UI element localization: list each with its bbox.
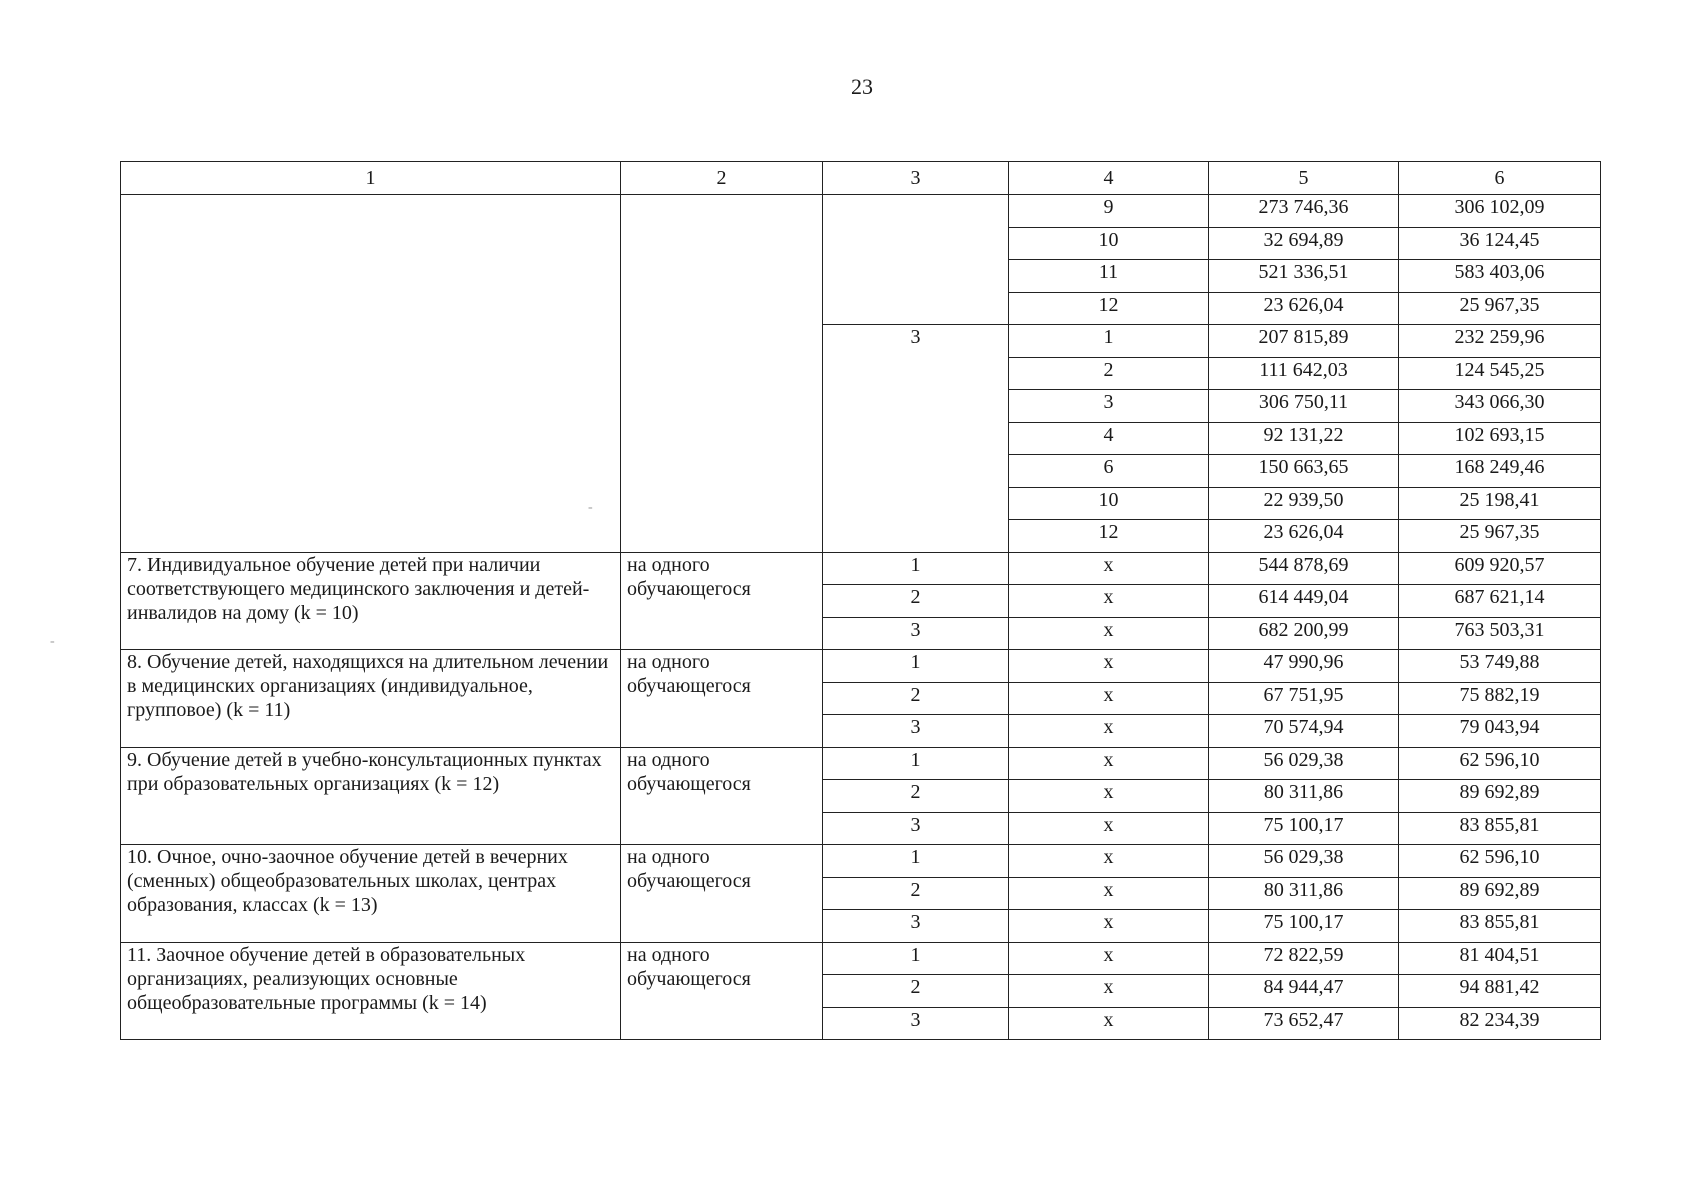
- table-row: [121, 195, 1601, 228]
- cell-col6: 232 259,96: [1399, 325, 1601, 358]
- continued-description-cell: [121, 195, 621, 553]
- cell-col6: 79 043,94: [1399, 715, 1601, 748]
- cell-col3: 2: [823, 877, 1009, 910]
- cell-col4: x: [1009, 650, 1209, 683]
- cell-col4: x: [1009, 585, 1209, 618]
- column-number: 6: [1399, 162, 1601, 195]
- cell-col4: 11: [1009, 260, 1209, 293]
- table-row: [121, 552, 1601, 585]
- cell-col4: 1: [1009, 325, 1209, 358]
- cell-col5: 273 746,36: [1209, 195, 1399, 228]
- cell-col5: 70 574,94: [1209, 715, 1399, 748]
- cell-col5: 73 652,47: [1209, 1007, 1399, 1040]
- cell-col5: 80 311,86: [1209, 780, 1399, 813]
- cell-col5: 84 944,47: [1209, 975, 1399, 1008]
- cell-col6: 306 102,09: [1399, 195, 1601, 228]
- service-description: 9. Обучение детей в учебно-консультационных пунктах при образовательных организациях (k = 12): [121, 747, 621, 845]
- cell-col4: x: [1009, 942, 1209, 975]
- cell-col6: 168 249,46: [1399, 455, 1601, 488]
- cell-col6: 62 596,10: [1399, 747, 1601, 780]
- cell-col5: 521 336,51: [1209, 260, 1399, 293]
- cell-col4: 3: [1009, 390, 1209, 423]
- level-cell: 3: [823, 325, 1009, 553]
- cell-col6: 102 693,15: [1399, 422, 1601, 455]
- cell-col3: 3: [823, 910, 1009, 943]
- cell-col5: 150 663,65: [1209, 455, 1399, 488]
- column-number: 5: [1209, 162, 1399, 195]
- cell-col5: 544 878,69: [1209, 552, 1399, 585]
- cell-col4: x: [1009, 747, 1209, 780]
- cell-col6: 583 403,06: [1399, 260, 1601, 293]
- cell-col4: 10: [1009, 487, 1209, 520]
- cell-col4: x: [1009, 877, 1209, 910]
- table-row: [121, 942, 1601, 975]
- cell-col5: 23 626,04: [1209, 520, 1399, 553]
- continued-level-cell: [823, 195, 1009, 325]
- cell-col6: 75 882,19: [1399, 682, 1601, 715]
- cell-col6: 53 749,88: [1399, 650, 1601, 683]
- cell-col4: 6: [1009, 455, 1209, 488]
- cell-col6: 609 920,57: [1399, 552, 1601, 585]
- cell-col6: 25 967,35: [1399, 520, 1601, 553]
- cell-col4: x: [1009, 682, 1209, 715]
- cell-col3: 1: [823, 942, 1009, 975]
- cell-col5: 22 939,50: [1209, 487, 1399, 520]
- cell-col5: 80 311,86: [1209, 877, 1399, 910]
- cell-col4: x: [1009, 617, 1209, 650]
- cell-col4: x: [1009, 812, 1209, 845]
- cell-col5: 207 815,89: [1209, 325, 1399, 358]
- cell-col6: 83 855,81: [1399, 910, 1601, 943]
- column-number: 4: [1009, 162, 1209, 195]
- table-row: [121, 650, 1601, 683]
- unit-of-measure: на одного обучающегося: [621, 942, 823, 1040]
- cell-col5: 682 200,99: [1209, 617, 1399, 650]
- cell-col6: 89 692,89: [1399, 877, 1601, 910]
- cell-col6: 36 124,45: [1399, 227, 1601, 260]
- cell-col3: 3: [823, 715, 1009, 748]
- table-body: [121, 162, 1601, 1040]
- cell-col6: 89 692,89: [1399, 780, 1601, 813]
- column-number: 3: [823, 162, 1009, 195]
- cell-col4: x: [1009, 1007, 1209, 1040]
- cell-col3: 2: [823, 780, 1009, 813]
- cell-col3: 3: [823, 1007, 1009, 1040]
- cell-col5: 32 694,89: [1209, 227, 1399, 260]
- cell-col3: 3: [823, 617, 1009, 650]
- service-description: 7. Индивидуальное обучение детей при наличии соответствующего медицинского заключения и детей-инвалидов на дому (k = 10): [121, 552, 621, 650]
- cell-col4: x: [1009, 975, 1209, 1008]
- column-number: 2: [621, 162, 823, 195]
- unit-of-measure: на одного обучающегося: [621, 747, 823, 845]
- cell-col6: 94 881,42: [1399, 975, 1601, 1008]
- cell-col5: 75 100,17: [1209, 910, 1399, 943]
- cell-col5: 306 750,11: [1209, 390, 1399, 423]
- cell-col4: x: [1009, 552, 1209, 585]
- cell-col5: 75 100,17: [1209, 812, 1399, 845]
- cell-col4: x: [1009, 845, 1209, 878]
- cell-col3: 3: [823, 812, 1009, 845]
- cell-col6: 687 621,14: [1399, 585, 1601, 618]
- cell-col5: 56 029,38: [1209, 845, 1399, 878]
- cell-col5: 23 626,04: [1209, 292, 1399, 325]
- service-description: 8. Обучение детей, находящихся на длительном лечении в медицинских организациях (индивидуальное, групповое) (k = 11): [121, 650, 621, 748]
- cell-col6: 343 066,30: [1399, 390, 1601, 423]
- cell-col5: 47 990,96: [1209, 650, 1399, 683]
- cell-col3: 1: [823, 747, 1009, 780]
- cell-col3: 2: [823, 975, 1009, 1008]
- cell-col4: 12: [1009, 292, 1209, 325]
- cell-col4: 9: [1009, 195, 1209, 228]
- unit-of-measure: на одного обучающегося: [621, 552, 823, 650]
- cell-col4: 2: [1009, 357, 1209, 390]
- service-description: 11. Заочное обучение детей в образовательных организациях, реализующих основные общеобразовательные программы (k = 14): [121, 942, 621, 1040]
- column-number: 1: [121, 162, 621, 195]
- column-number-row: [121, 162, 1601, 195]
- tariff-table: [120, 161, 1601, 1040]
- cell-col3: 1: [823, 552, 1009, 585]
- cell-col3: 1: [823, 845, 1009, 878]
- cell-col5: 111 642,03: [1209, 357, 1399, 390]
- cell-col6: 82 234,39: [1399, 1007, 1601, 1040]
- cell-col5: 72 822,59: [1209, 942, 1399, 975]
- page-number: 23: [851, 74, 873, 99]
- table-row: [121, 747, 1601, 780]
- cell-col5: 56 029,38: [1209, 747, 1399, 780]
- unit-of-measure: на одного обучающегося: [621, 845, 823, 943]
- cell-col4: 4: [1009, 422, 1209, 455]
- table-row: [121, 845, 1601, 878]
- cell-col6: 81 404,51: [1399, 942, 1601, 975]
- cell-col6: 25 198,41: [1399, 487, 1601, 520]
- cell-col6: 62 596,10: [1399, 845, 1601, 878]
- cell-col3: 2: [823, 585, 1009, 618]
- cell-col6: 763 503,31: [1399, 617, 1601, 650]
- cell-col4: x: [1009, 910, 1209, 943]
- cell-col5: 614 449,04: [1209, 585, 1399, 618]
- cell-col6: 25 967,35: [1399, 292, 1601, 325]
- service-description: 10. Очное, очно-заочное обучение детей в вечерних (сменных) общеобразовательных школах, центрах образования, классах (k = 13): [121, 845, 621, 943]
- cell-col5: 67 751,95: [1209, 682, 1399, 715]
- cell-col4: 10: [1009, 227, 1209, 260]
- continued-unit-cell: [621, 195, 823, 553]
- cell-col4: x: [1009, 715, 1209, 748]
- cell-col4: x: [1009, 780, 1209, 813]
- cell-col3: 2: [823, 682, 1009, 715]
- cell-col6: 124 545,25: [1399, 357, 1601, 390]
- cell-col5: 92 131,22: [1209, 422, 1399, 455]
- cell-col6: 83 855,81: [1399, 812, 1601, 845]
- scan-speck: -: [588, 500, 593, 515]
- cell-col3: 1: [823, 650, 1009, 683]
- cell-col4: 12: [1009, 520, 1209, 553]
- unit-of-measure: на одного обучающегося: [621, 650, 823, 748]
- scan-speck: -: [50, 634, 55, 649]
